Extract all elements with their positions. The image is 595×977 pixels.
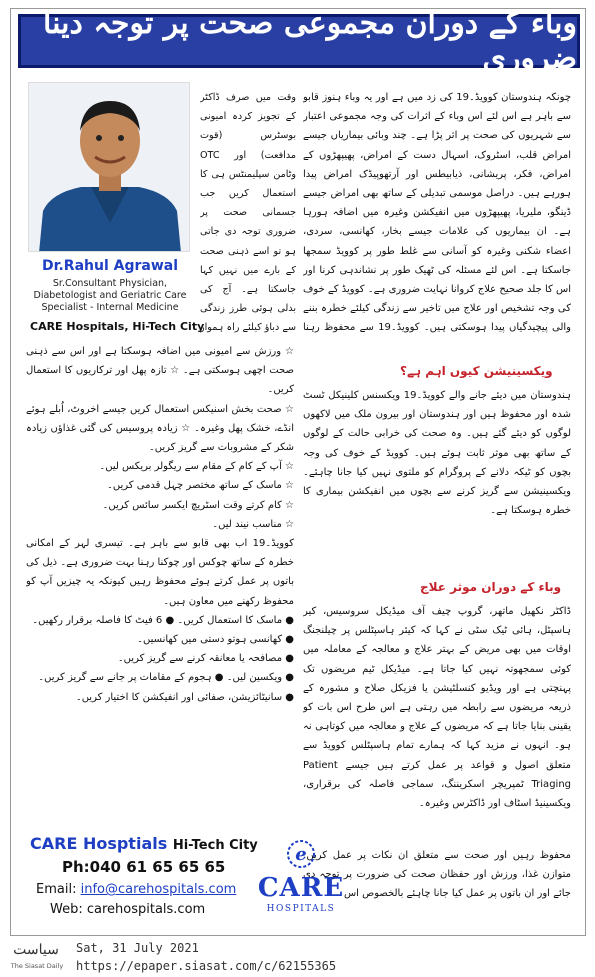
- designation-line: Sr.Consultant Physician,: [52, 278, 168, 289]
- list-item: ☆ ماسک کے ساتھ مختصر چہل قدمی کریں۔: [107, 480, 294, 492]
- svg-text:e: e: [295, 844, 307, 865]
- list-item: ☆ ورزش سے امیونی میں اضافہ ہوسکتا ہے اور اس سے ذہنی صحت اچھی ہوسکتی ہے۔ ☆ تازہ پھل اور ترکاریوں کا استعمال کریں۔: [26, 346, 294, 396]
- article-column-lifestyle: [26, 342, 294, 842]
- doctor-designation: [24, 278, 196, 314]
- article-paragraph: کوویڈ۔19 اب بھی قابو سے باہر ہے۔ تیسری لہر کے امکانی خطرہ کے ساتھ چوکس اور چوکنا رہنا بہت ضروری ہے۔ ذیل کی باتوں پر عمل کرتے ہوئے محفوظ رہیں کیونکہ یہ چیزیں آپ کو محفوظ رکھنے میں معاون ہیں۔: [26, 538, 294, 607]
- list-item: ● کھانسی ہوتو دستی میں کھانسیں۔: [137, 634, 294, 646]
- list-item: ☆ مناسب نیند لیں۔: [212, 518, 294, 530]
- article-paragraph: وقت میں صرف ڈاکٹر کے تجویز کردہ امیونی بوسٹرس (قوت مدافعت) اور OTC وٹامن سپلیمنٹس ہی کا استعمال کریں جب جسمانی صحت پر ضروری توجہ دی جاتی ہو تو اسے ذہنی صحت کے بارے میں نہیں کہا جاسکتا ہے۔ آج کی بدلی ہوئی طرز زندگی سے دباؤ کیلئے راہ ہموار: [200, 92, 296, 334]
- list-item: ☆ کام کرتے وقت اسٹریچ ایکسر سائس کریں۔: [102, 499, 294, 511]
- designation-line: Diabetologist and Geriatric Care: [33, 290, 187, 301]
- list-item: ☆ آپ کے کام کے مقام سے ریگولر بریکس لیں۔: [99, 461, 294, 473]
- ad-brand: [30, 834, 258, 853]
- ad-website: Web: carehospitals.com: [50, 902, 206, 917]
- article-paragraph: ہندوستان میں دیئے جانے والے کوویڈ۔19 ویکسنس کلینیکل ٹسٹ شدہ اور محفوظ ہیں اور ہندوستان اور بیرون ملک میں لاکھوں لوگوں کو دیئے گئے ہیں۔ وہ صحت کی خرابی حالت کے لوگوں کے ساتھ بھی موثر ثابت ہوئے ہیں۔ کوویڈ کے خوف کی وجہ بچوں کو ٹیکہ دلانے کے پروگرام کو ملتوی نہیں کیا جانا چاہئے۔ ویکسینیشن سے گریز کرنے سے بچوں میں انفیکشن بیماری کا خطرہ ہوسکتا ہے۔: [303, 390, 571, 517]
- ad-email-link[interactable]: info@carehospitals.com: [80, 882, 237, 897]
- ad-email-label: Email:: [36, 882, 77, 897]
- epaper-url[interactable]: https://epaper.siasat.com/c/62155365: [76, 959, 337, 973]
- edition-date: Sat, 31 July 2021: [76, 941, 199, 955]
- list-item: ● ویکسین لیں۔ ● ہجوم کے مقامات پر جانے سے گریز کریں۔: [38, 672, 294, 684]
- headline: وباء کے دوران مجموعی صحت پر توجہ دینا ضروری: [18, 14, 580, 68]
- ad-phone: Ph:040 61 65 65 65: [62, 858, 226, 876]
- ad-brand-location: Hi-Tech City: [172, 838, 258, 853]
- doctor-hospital: CARE Hospitals, Hi-Tech City: [30, 320, 205, 333]
- logo-care-text: CARE: [257, 873, 345, 903]
- article-paragraph: محفوظ رہیں اور صحت سے متعلق ان نکات پر عمل کریں: متوازن غذا، ورزش اور حفظان صحت کی ضرورت پر توجہ دی جائے اور ان باتوں پر عمل کیا جانا چاہئے بالخصوص اس: [303, 850, 571, 900]
- article-column-vaccination: [303, 386, 571, 572]
- article-paragraph: ڈاکٹر نکھیل ماتھر، گروپ چیف آف میڈیکل سروسیس، کیر ہاسپٹل، ہائی ٹیک سٹی نے کہا کہ کیئر ہاسپٹلس پر چیلنجنگ اوقات میں بھی مریض کے بہتر علاج و معالجہ کے معاملہ میں کوئی سمجھوتہ نہیں کیا جاتا ہے۔ میڈیکل ٹیم مریضوں تک پہنچتی ہے اور ویڈیو کنسلٹیشن یا فزیکل صلاح و مشورہ کے ذریعہ مریضوں سے رابطہ میں رہتی ہے اس طرح اس بات کو یقینی بنایا جاتا ہے کہ مریضوں کے علاج و معالجہ میں کوتاہی نہ ہو۔ انہوں نے مزید کہا کہ ہمارے تمام ہاسپٹلس کوویڈ سے متعلق اصول و قواعد پر عمل کرتے ہیں جیسے Patient Triaging ٹمپریچر اسکریننگ، سماجی فاصلہ کی برقراری، ویکسینیڈ اسٹاف اور ڈاکٹرس وغیرہ۔: [303, 606, 571, 810]
- article-column-beside-photo: [200, 88, 296, 338]
- doctor-name: Dr.Rahul Agrawal: [41, 258, 179, 274]
- list-item: ● ماسک کا استعمال کریں۔ ● 6 فیٹ کا فاصلہ برقرار رکھیں۔: [32, 614, 294, 626]
- logo-hospitals-text: HOSPITALS: [266, 904, 336, 914]
- newspaper-logo-subtitle: The Siasat Daily: [10, 962, 64, 970]
- doctor-photo: [28, 82, 190, 252]
- article-paragraph: چونکہ ہندوستان کوویڈ۔19 کی زد میں ہے اور یہ وباء ہنوز قابو سے باہر ہے اس لئے اس وباء کے اثرات کی وجہ مجموعی اعتبار سے شہریوں کی صحت پر اثر پڑا ہے۔ چند وبائی بیماریاں جیسے امراض قلب، اسٹروک، اسہال دست کے امراض، پھیپھڑوں کے امراض، فکر، پریشانی، ذیابیطس اور آرتھوپیڈک امراض پیدا ہورہے ہیں۔ دراصل موسمی تبدیلی کے ساتھ بھی امراض جیسے ڈینگو، ملیریا، پھیپھڑوں میں انفیکشن وغیرہ میں اضافہ ہورہا ہے۔ ان بیماریوں کی علامات جیسے بخار، کھانسی، سردی، اعضاء شکنی وغیرہ کو آسانی سے غلط طور پر کوویڈ سمجھا جاسکتا ہے۔ اس لئے مسئلہ کی ٹھیک طور پر نشاندہی کرنا اور اس کا جلد صحیح علاج کروانا نہایت ضروری ہے۔ کوویڈ کے خوف کی وجہ تشخیص اور علاج میں تاخیر سے زندگی کیلئے خطرہ بننے والی پیچیدگیاں پیدا ہوسکتی ہیں۔ کوویڈ۔19 سے محفوظ رہنا: [303, 92, 571, 334]
- ad-email: [36, 882, 236, 897]
- subheading-treatment: وباء کے دوران موثر علاج: [420, 580, 562, 594]
- newspaper-logo: سیاست: [13, 942, 59, 958]
- list-item: ☆ صحت بخش اسنیکس استعمال کریں جیسے اخروٹ، اُبلے ہوئے انڈے، خشک پھل وغیرہ۔ ☆ زیادہ پروسیس کی گئی غذاؤں زیادہ شکر کے مشروبات سے گریز کریں۔: [26, 403, 294, 454]
- article-column-intro: [303, 88, 571, 340]
- doctor-portrait-icon: [29, 83, 190, 252]
- list-item: ● سانیٹائزیشن، صفائی اور انفیکشن کا اختیار کریں۔: [75, 691, 294, 703]
- designation-line: Specialist - Internal Medicine: [41, 302, 179, 313]
- subheading-vaccination: ویکسینیشن کیوں اہم ہے؟: [400, 364, 553, 378]
- article-column-treatment: [303, 602, 571, 842]
- ad-brand-name: CARE Hosptials: [30, 834, 168, 853]
- list-item: ● مصافحہ یا معانقہ کرنے سے گریز کریں۔: [117, 653, 294, 665]
